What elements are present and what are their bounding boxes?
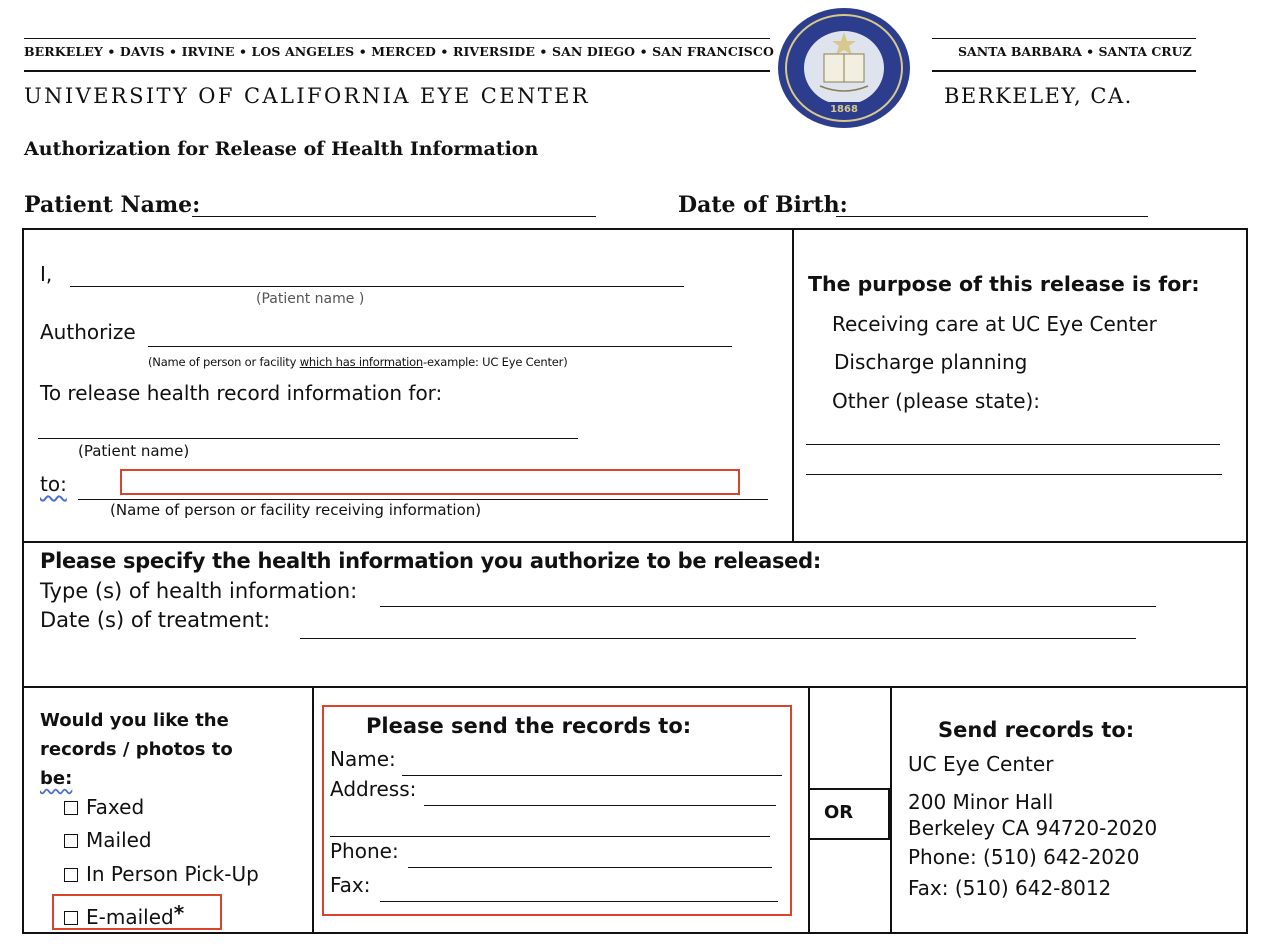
i-label: I, — [40, 262, 53, 286]
authorize-label: Authorize — [40, 320, 136, 344]
uc-records-name: UC Eye Center — [908, 752, 1054, 776]
patient-name-hint-2: (Patient name) — [78, 442, 190, 460]
authorize-hint: (Name of person or facility which has information-example: UC Eye Center) — [148, 355, 568, 369]
send-name-field[interactable] — [402, 775, 782, 776]
purpose-heading: The purpose of this release is for: — [808, 272, 1200, 296]
patient-name-field[interactable] — [192, 216, 596, 217]
authorizing-facility-field[interactable] — [148, 346, 732, 347]
delivery-option-faxed[interactable]: Faxed — [64, 795, 144, 819]
mailed-checkbox[interactable] — [64, 834, 78, 848]
receiver-field[interactable] — [120, 469, 740, 495]
purpose-option-other[interactable]: Other (please state): — [832, 389, 1041, 413]
delivery-option-emailed[interactable]: E-mailed* — [64, 901, 184, 929]
uc-records-heading: Send records to: — [938, 718, 1135, 742]
or-label: OR — [824, 802, 854, 823]
send-address-field-1[interactable] — [424, 805, 776, 806]
patient-name-label: Patient Name: — [24, 192, 201, 218]
send-address-field-2[interactable] — [330, 836, 770, 837]
release-for-label: To release health record information for: — [40, 381, 443, 405]
send-phone-field[interactable] — [408, 867, 772, 868]
org-name: UNIVERSITY OF CALIFORNIA EYE CENTER — [24, 84, 591, 108]
dates-label: Date (s) of treatment: — [40, 608, 271, 632]
send-phone-label: Phone: — [330, 839, 399, 863]
dates-field[interactable] — [300, 638, 1136, 639]
campuses-left: BERKELEY • DAVIS • IRVINE • LOS ANGELES • MERCED • RIVERSIDE • SAN DIEGO • SAN FRANCISCO — [24, 44, 774, 59]
send-to-heading: Please send the records to: — [366, 714, 692, 738]
purpose-option-discharge[interactable]: Discharge planning — [834, 350, 1028, 374]
types-field[interactable] — [380, 606, 1156, 607]
campuses-right: SANTA BARBARA • SANTA CRUZ — [958, 44, 1192, 59]
uc-records-address1: 200 Minor Hall — [908, 790, 1054, 814]
release-patient-field[interactable] — [38, 438, 578, 439]
to-label: to: — [40, 472, 67, 496]
dob-field[interactable] — [836, 216, 1148, 217]
form-title: Authorization for Release of Health Information — [24, 138, 539, 160]
uc-records-address2: Berkeley CA 94720-2020 — [908, 816, 1158, 840]
send-name-label: Name: — [330, 747, 396, 771]
send-fax-field[interactable] — [380, 901, 778, 902]
delivery-option-mailed[interactable]: Mailed — [64, 828, 152, 852]
pickup-checkbox[interactable] — [64, 868, 78, 882]
delivery-option-pickup[interactable]: In Person Pick-Up — [64, 862, 259, 886]
send-fax-label: Fax: — [330, 873, 371, 897]
other-purpose-field-2[interactable] — [806, 474, 1222, 475]
types-label: Type (s) of health information: — [40, 579, 358, 603]
receiver-hint: (Name of person or facility receiving information) — [110, 501, 482, 519]
dob-label: Date of Birth: — [678, 192, 848, 218]
uc-records-phone: Phone: (510) 642-2020 — [908, 845, 1140, 869]
location: BERKELEY, CA. — [944, 84, 1133, 108]
patient-name-hint: (Patient name ) — [256, 291, 365, 307]
send-address-label: Address: — [330, 777, 417, 801]
emailed-checkbox[interactable] — [64, 911, 78, 925]
uc-records-fax: Fax: (510) 642-8012 — [908, 876, 1112, 900]
authorizing-patient-field[interactable] — [70, 286, 684, 287]
delivery-question: Would you like the records / photos to be: — [40, 710, 233, 789]
seal-year: 1868 — [830, 104, 858, 115]
specify-heading: Please specify the health information you authorize to be released: — [40, 549, 821, 573]
uc-seal-logo — [776, 6, 912, 130]
faxed-checkbox[interactable] — [64, 801, 78, 815]
other-purpose-field-1[interactable] — [806, 444, 1220, 445]
purpose-option-care[interactable]: Receiving care at UC Eye Center — [832, 312, 1157, 336]
